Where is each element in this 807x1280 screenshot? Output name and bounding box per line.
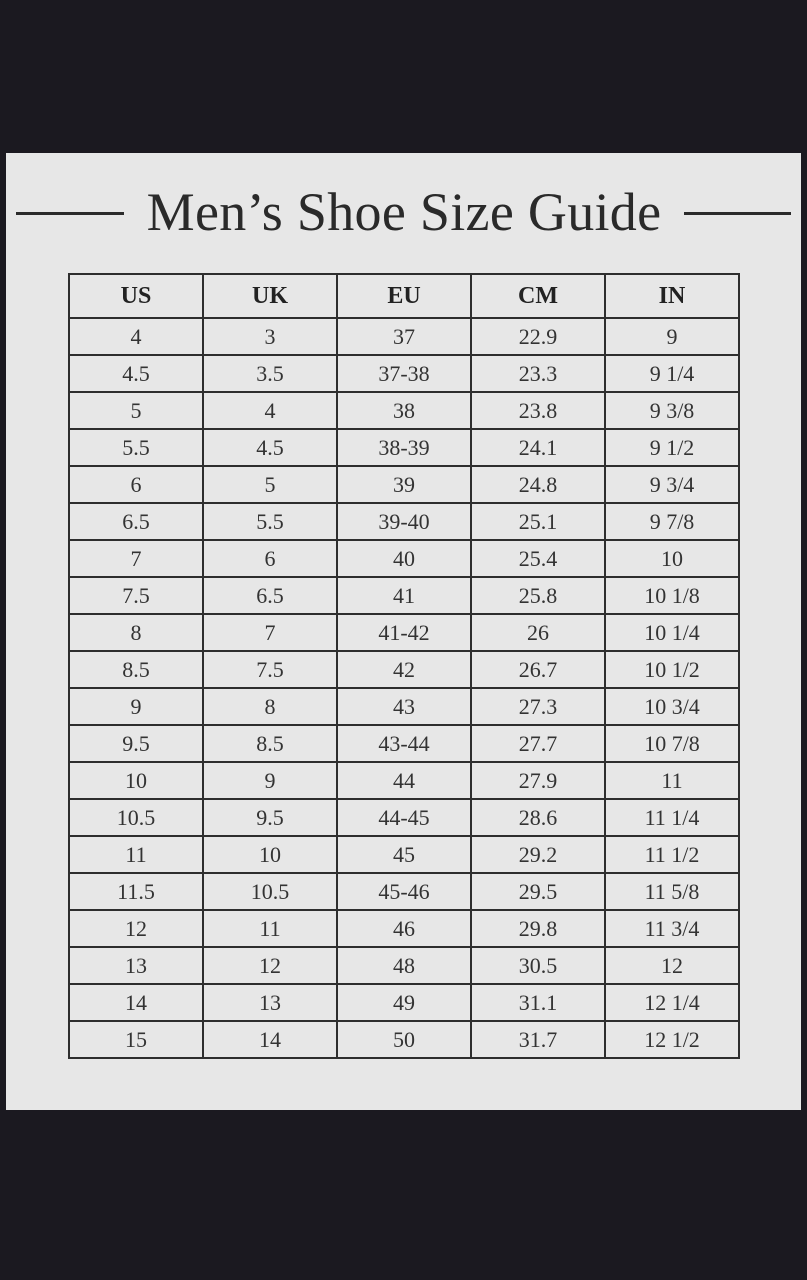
cell-cm: 30.5 bbox=[471, 947, 605, 984]
cell-cm: 26.7 bbox=[471, 651, 605, 688]
cell-in: 10 7/8 bbox=[605, 725, 739, 762]
cell-eu: 38 bbox=[337, 392, 471, 429]
cell-cm: 31.1 bbox=[471, 984, 605, 1021]
cell-in: 9 1/4 bbox=[605, 355, 739, 392]
cell-uk: 7.5 bbox=[203, 651, 337, 688]
table-row bbox=[69, 466, 739, 503]
column-header-in: IN bbox=[605, 274, 739, 318]
cell-in: 10 1/2 bbox=[605, 651, 739, 688]
cell-uk: 9.5 bbox=[203, 799, 337, 836]
cell-us: 10 bbox=[69, 762, 203, 799]
cell-in: 9 3/8 bbox=[605, 392, 739, 429]
cell-eu: 42 bbox=[337, 651, 471, 688]
cell-in: 10 bbox=[605, 540, 739, 577]
cell-cm: 29.8 bbox=[471, 910, 605, 947]
cell-eu: 40 bbox=[337, 540, 471, 577]
page-title: Men’s Shoe Size Guide bbox=[146, 182, 662, 242]
cell-eu: 45 bbox=[337, 836, 471, 873]
cell-eu: 41-42 bbox=[337, 614, 471, 651]
table-body bbox=[69, 318, 739, 1058]
title-row bbox=[6, 177, 801, 247]
cell-us: 5.5 bbox=[69, 429, 203, 466]
cell-us: 12 bbox=[69, 910, 203, 947]
table-row bbox=[69, 1021, 739, 1058]
cell-eu: 38-39 bbox=[337, 429, 471, 466]
table-row bbox=[69, 947, 739, 984]
cell-eu: 46 bbox=[337, 910, 471, 947]
cell-uk: 5 bbox=[203, 466, 337, 503]
cell-eu: 39-40 bbox=[337, 503, 471, 540]
cell-in: 11 5/8 bbox=[605, 873, 739, 910]
cell-cm: 25.1 bbox=[471, 503, 605, 540]
column-header-eu: EU bbox=[337, 274, 471, 318]
cell-uk: 3.5 bbox=[203, 355, 337, 392]
cell-uk: 10.5 bbox=[203, 873, 337, 910]
cell-us: 7 bbox=[69, 540, 203, 577]
size-guide-card bbox=[6, 153, 801, 1110]
cell-in: 12 1/4 bbox=[605, 984, 739, 1021]
cell-eu: 43-44 bbox=[337, 725, 471, 762]
cell-in: 11 1/2 bbox=[605, 836, 739, 873]
cell-us: 15 bbox=[69, 1021, 203, 1058]
cell-us: 11.5 bbox=[69, 873, 203, 910]
cell-us: 4 bbox=[69, 318, 203, 355]
cell-eu: 45-46 bbox=[337, 873, 471, 910]
cell-us: 11 bbox=[69, 836, 203, 873]
table-row bbox=[69, 429, 739, 466]
cell-in: 12 bbox=[605, 947, 739, 984]
cell-us: 4.5 bbox=[69, 355, 203, 392]
cell-eu: 41 bbox=[337, 577, 471, 614]
cell-cm: 28.6 bbox=[471, 799, 605, 836]
cell-uk: 12 bbox=[203, 947, 337, 984]
size-table bbox=[68, 273, 740, 1059]
table-row bbox=[69, 836, 739, 873]
cell-uk: 10 bbox=[203, 836, 337, 873]
cell-in: 9 1/2 bbox=[605, 429, 739, 466]
cell-uk: 4.5 bbox=[203, 429, 337, 466]
cell-in: 11 3/4 bbox=[605, 910, 739, 947]
column-header-uk: UK bbox=[203, 274, 337, 318]
cell-in: 9 bbox=[605, 318, 739, 355]
table-row bbox=[69, 614, 739, 651]
cell-cm: 24.1 bbox=[471, 429, 605, 466]
cell-eu: 37-38 bbox=[337, 355, 471, 392]
cell-uk: 9 bbox=[203, 762, 337, 799]
cell-uk: 5.5 bbox=[203, 503, 337, 540]
cell-cm: 29.2 bbox=[471, 836, 605, 873]
table-row bbox=[69, 392, 739, 429]
column-header-cm: CM bbox=[471, 274, 605, 318]
cell-cm: 27.3 bbox=[471, 688, 605, 725]
cell-cm: 24.8 bbox=[471, 466, 605, 503]
table-row bbox=[69, 577, 739, 614]
cell-us: 8.5 bbox=[69, 651, 203, 688]
cell-cm: 23.8 bbox=[471, 392, 605, 429]
cell-eu: 37 bbox=[337, 318, 471, 355]
cell-uk: 6 bbox=[203, 540, 337, 577]
cell-in: 12 1/2 bbox=[605, 1021, 739, 1058]
cell-uk: 11 bbox=[203, 910, 337, 947]
cell-eu: 44 bbox=[337, 762, 471, 799]
cell-in: 9 7/8 bbox=[605, 503, 739, 540]
table-row bbox=[69, 503, 739, 540]
cell-eu: 48 bbox=[337, 947, 471, 984]
cell-us: 6 bbox=[69, 466, 203, 503]
cell-us: 13 bbox=[69, 947, 203, 984]
table-row bbox=[69, 873, 739, 910]
cell-cm: 25.8 bbox=[471, 577, 605, 614]
table-row bbox=[69, 725, 739, 762]
table-row bbox=[69, 762, 739, 799]
table-row bbox=[69, 910, 739, 947]
cell-in: 11 bbox=[605, 762, 739, 799]
cell-eu: 43 bbox=[337, 688, 471, 725]
cell-uk: 3 bbox=[203, 318, 337, 355]
cell-in: 11 1/4 bbox=[605, 799, 739, 836]
cell-uk: 8 bbox=[203, 688, 337, 725]
cell-in: 10 1/4 bbox=[605, 614, 739, 651]
table-row bbox=[69, 651, 739, 688]
cell-uk: 7 bbox=[203, 614, 337, 651]
column-header-us: US bbox=[69, 274, 203, 318]
title-rule-left bbox=[16, 212, 124, 215]
cell-us: 9.5 bbox=[69, 725, 203, 762]
cell-cm: 23.3 bbox=[471, 355, 605, 392]
cell-eu: 39 bbox=[337, 466, 471, 503]
cell-eu: 50 bbox=[337, 1021, 471, 1058]
cell-eu: 44-45 bbox=[337, 799, 471, 836]
cell-us: 9 bbox=[69, 688, 203, 725]
cell-cm: 31.7 bbox=[471, 1021, 605, 1058]
table-row bbox=[69, 688, 739, 725]
cell-us: 5 bbox=[69, 392, 203, 429]
cell-uk: 4 bbox=[203, 392, 337, 429]
cell-cm: 25.4 bbox=[471, 540, 605, 577]
cell-eu: 49 bbox=[337, 984, 471, 1021]
cell-cm: 22.9 bbox=[471, 318, 605, 355]
cell-cm: 26 bbox=[471, 614, 605, 651]
cell-uk: 6.5 bbox=[203, 577, 337, 614]
cell-in: 10 1/8 bbox=[605, 577, 739, 614]
cell-us: 8 bbox=[69, 614, 203, 651]
cell-cm: 29.5 bbox=[471, 873, 605, 910]
cell-us: 10.5 bbox=[69, 799, 203, 836]
table-row bbox=[69, 540, 739, 577]
cell-us: 14 bbox=[69, 984, 203, 1021]
table-row bbox=[69, 984, 739, 1021]
cell-us: 6.5 bbox=[69, 503, 203, 540]
table-row bbox=[69, 355, 739, 392]
cell-cm: 27.7 bbox=[471, 725, 605, 762]
title-rule-right bbox=[684, 212, 791, 215]
cell-uk: 13 bbox=[203, 984, 337, 1021]
table-row bbox=[69, 799, 739, 836]
cell-cm: 27.9 bbox=[471, 762, 605, 799]
cell-in: 9 3/4 bbox=[605, 466, 739, 503]
header-row bbox=[69, 274, 739, 318]
cell-uk: 8.5 bbox=[203, 725, 337, 762]
cell-uk: 14 bbox=[203, 1021, 337, 1058]
cell-in: 10 3/4 bbox=[605, 688, 739, 725]
cell-us: 7.5 bbox=[69, 577, 203, 614]
table-row bbox=[69, 318, 739, 355]
